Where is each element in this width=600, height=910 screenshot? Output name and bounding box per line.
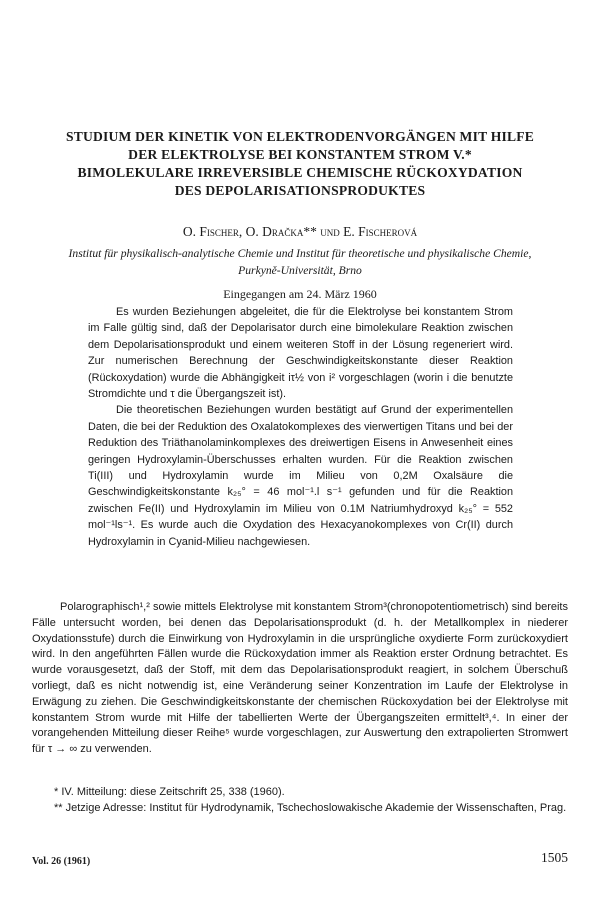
author-list: O. Fischer, O. Dračka** und E. Fischerová <box>182 224 418 239</box>
body-text <box>32 600 568 758</box>
title-line: STUDIUM DER KINETIK VON ELEKTRODENVORGÄNGEN MIT HILFE <box>65 129 535 144</box>
footnote: ** Jetzige Adresse: Institut für Hydrodynamik, Tschechoslowakische Akademie der Wissenschaften, Prag. <box>54 802 567 814</box>
abstract-paragraph: Es wurden Beziehungen abgeleitet, die für die Elektrolyse bei konstantem Strom im Falle gültig sind, daß der Depolarisator durch eine bimolekulare Reaktion zwischen dem Depolarisationsprodukt und einem weiteren Stoff in der Lösung regeneriert wird. Zur numerischen Berechnung der Geschwindigkeitskonstante dieser Reaktion (Rückoxydation) wurde die Abhängigkeit iτ½ von i² vorgeschlagen (worin i die benutzte Stromdichte und τ die Übergangszeit ist). <box>88 306 513 401</box>
title-line: DER ELEKTROLYSE BEI KONSTANTEM STROM V.* <box>128 147 472 162</box>
abstract-paragraph: Die theoretischen Beziehungen wurden bestätigt auf Grund der experimentellen Daten, die bei der Reduktion des Oxalatokomplexes des vierwertigen Titans und bei der Reduktion des Triäthanolaminkomplexes des dreiwertigen Eisens in Anwesenheit eines geringen Hydroxylamin-Überschusses erhalten wurden. Für die Reaktion zwischen Ti(III) und Hydroxylamin wurde im Milieu von 0,2M Oxalsäure die Geschwindigkeitskonstante k₂₅° = 46 mol⁻¹.l s⁻¹ gefunden und für die Reaktion zwischen Fe(II) und Hydroxylamin im Milieu von 0.1M Natriumhydroxyd k₂₅° = 552 mol⁻¹ls⁻¹. Es wurde auch die Oxydation des Hexacyanokomplexes von Cr(II) durch Hydroxylamin in Cyanid-Milieu nachgewiesen. <box>88 404 513 548</box>
footnotes <box>32 784 568 816</box>
affiliation <box>32 245 568 279</box>
title-line: DES DEPOLARISATIONSPRODUKTES <box>174 183 426 198</box>
affiliation-line: Purkyně-Universität, Brno <box>238 264 362 277</box>
footnote: * IV. Mitteilung: diese Zeitschrift 25, 338 (1960). <box>54 786 285 798</box>
article-title <box>30 128 570 200</box>
body-paragraph: Polarographisch¹,² sowie mittels Elektrolyse mit konstantem Strom³(chronopotentiometrisch) sind bereits Fälle untersucht worden, bei denen das Depolarisationsprodukt (d. h. der Metallkomplex in niederer Oxydationsstufe) durch die Einwirkung von Hydroxylamin in die ursprüngliche oxydierte Form zurückoxydiert wird. In den angeführten Fällen wurde die Rückoxydation immer als Reaktion erster Ordnung betrachtet. Es wurde vorausgesetzt, daß der Stoff, mit dem das Depolarisationsprodukt reagiert, in solchem Überschuß vorliegt, daß es nicht notwendig ist, eine Veränderung seiner Konzentration im Laufe der Elektrolyse in Erwägung zu ziehen. Die Geschwindigkeitskonstante der chemischen Rückoxydation bei der Elektrolyse mit konstantem Strom wurde mit Hilfe der tabellierten Werte der Übergangszeiten ermittelt³,⁴. In einer der vorangehenden Mitteilung dieser Reihe⁵ wurde vorgeschlagen, zur Auswertung den extrapolierten Stromwert für τ → ∞ zu verwenden. <box>32 601 568 756</box>
title-line: BIMOLEKULARE IRREVERSIBLE CHEMISCHE RÜCKOXYDATION <box>77 165 523 180</box>
received-date: Eingegangen am 24. März 1960 <box>223 287 377 301</box>
abstract <box>88 304 513 550</box>
affiliation-line: Institut für physikalisch-analytische Chemie und Institut für theoretische und physikalische Chemie, <box>68 247 532 260</box>
journal-volume: Vol. 26 (1961) <box>32 856 91 867</box>
page-number: 1505 <box>541 850 568 865</box>
